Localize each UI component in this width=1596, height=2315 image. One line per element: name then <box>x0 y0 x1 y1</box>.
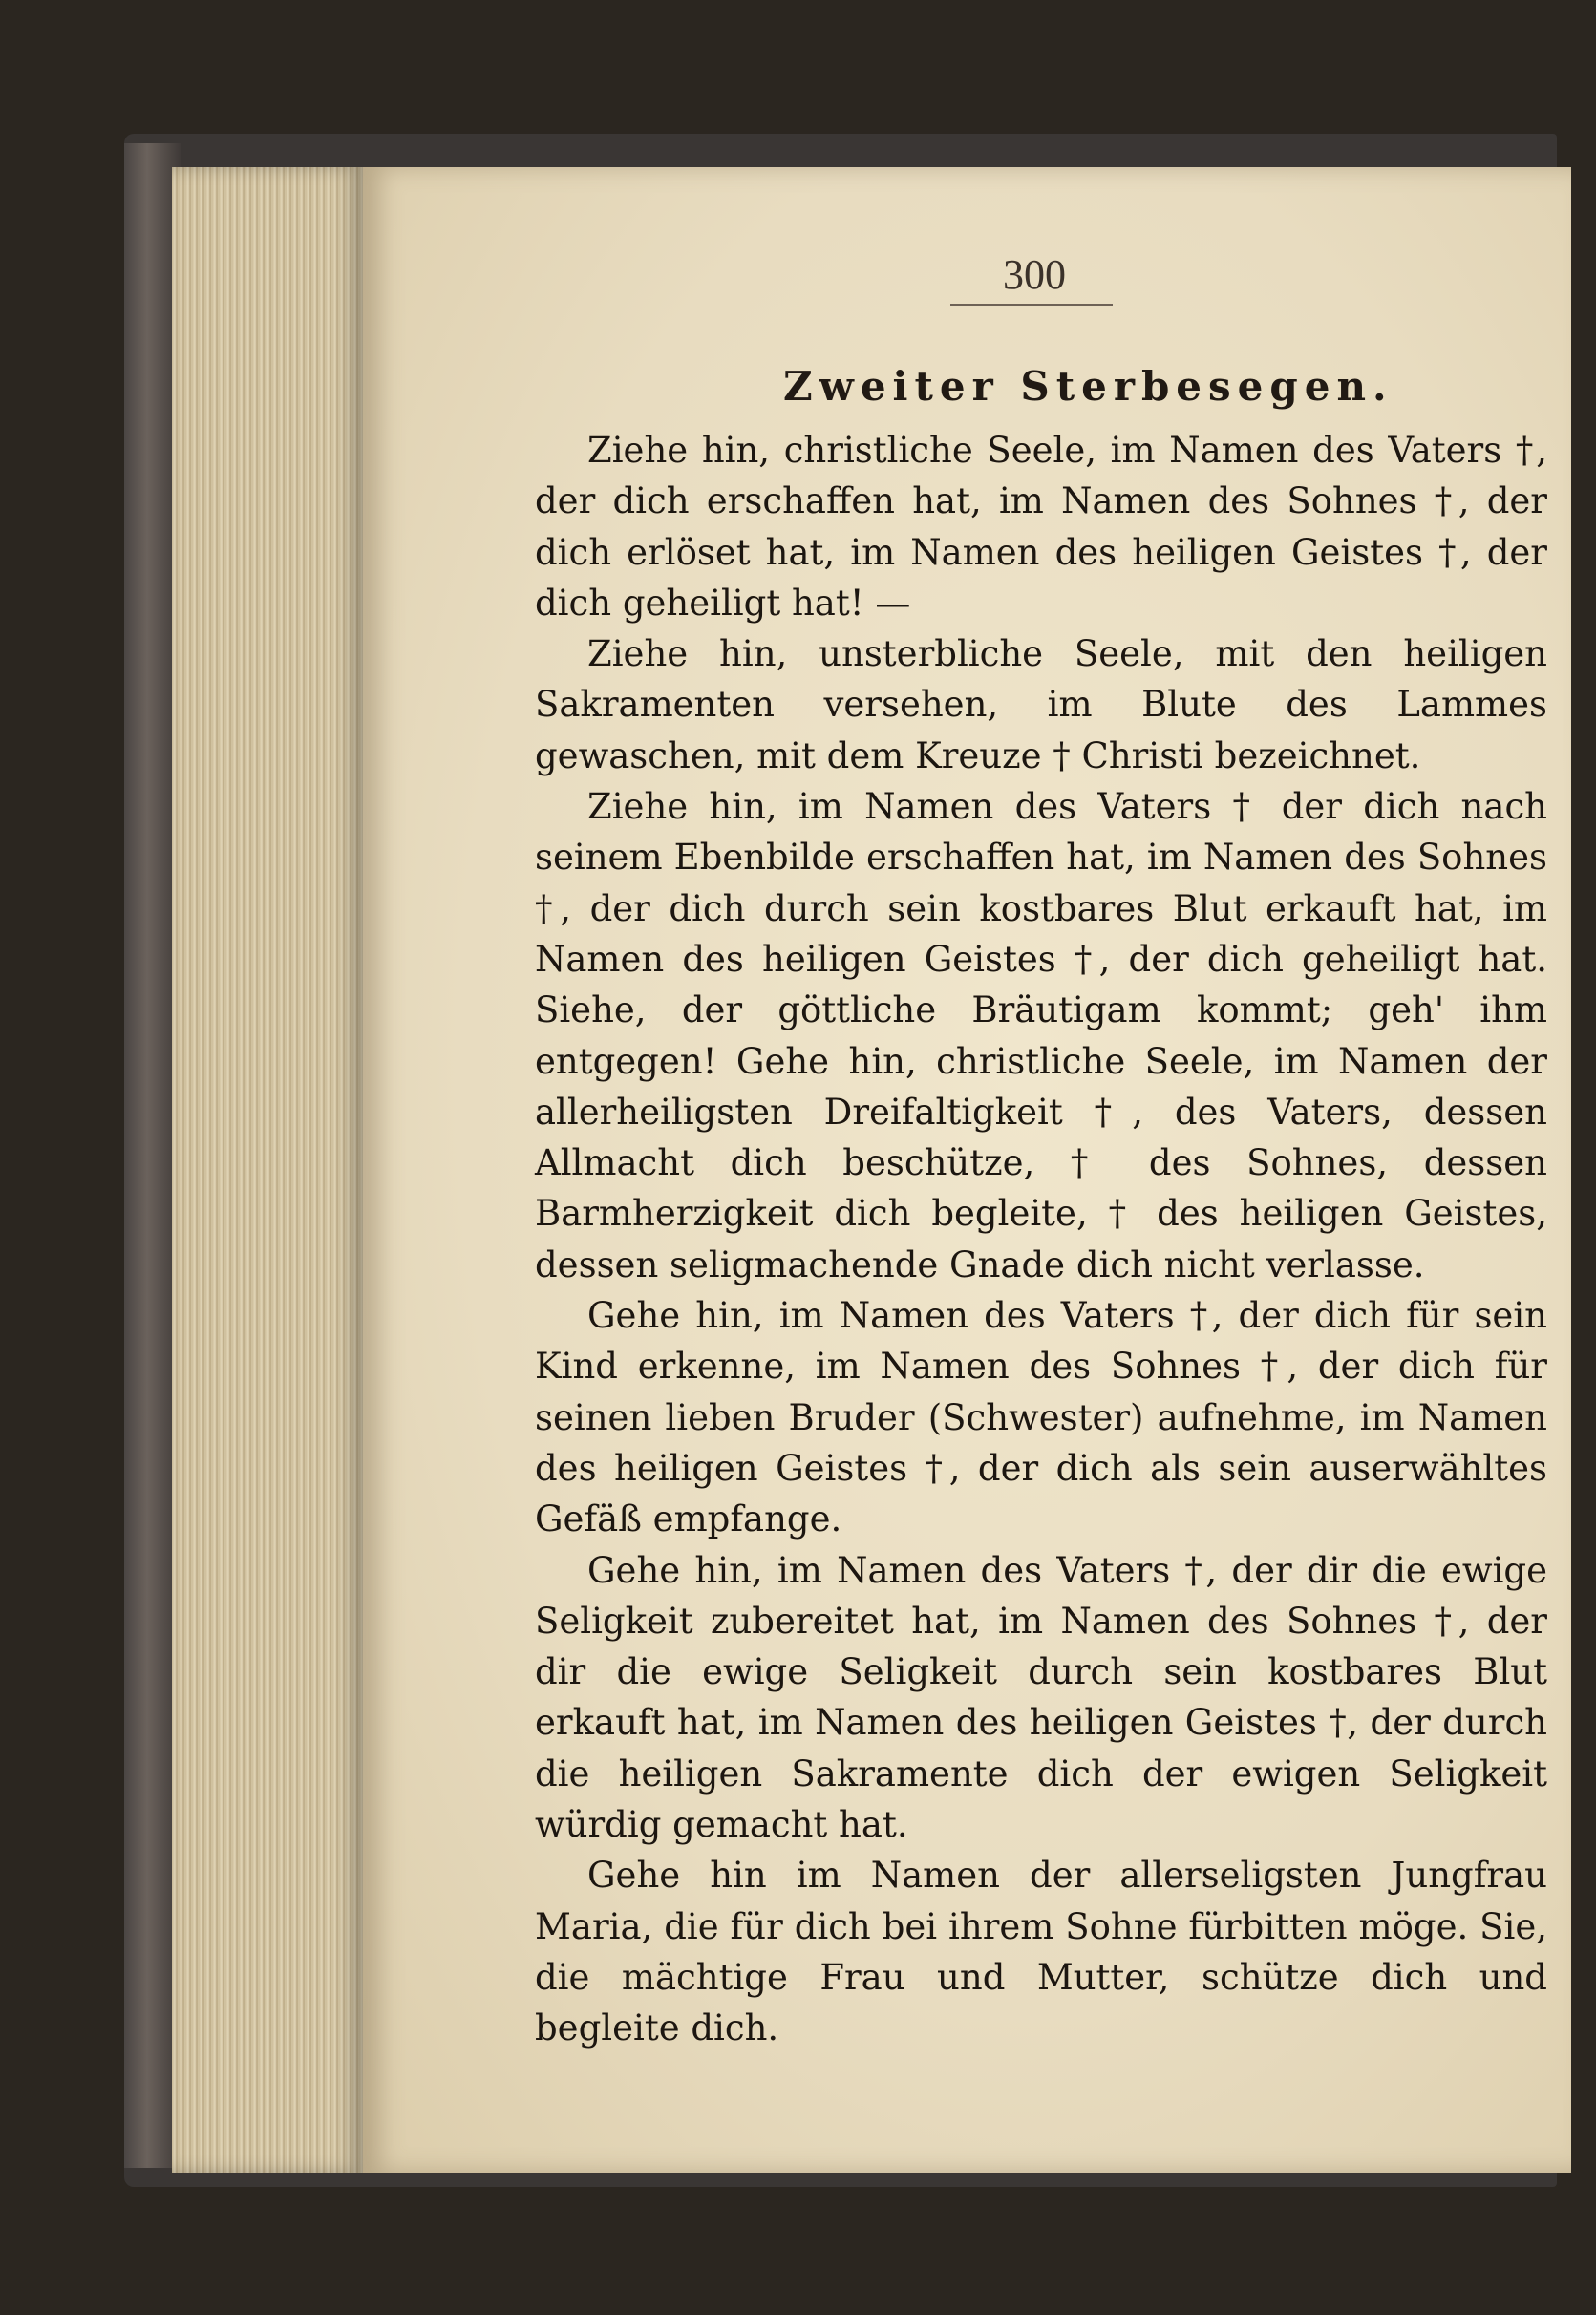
body-text <box>535 425 1547 2054</box>
paragraph: Ziehe hin, unsterbliche Seele, mit den heiligen Sakramenten versehen, im Blute des Lammes gewaschen, mit dem Kreuze † Christi bezeichnet. <box>535 633 1547 776</box>
page-edges <box>172 167 363 2173</box>
paragraph: Gehe hin im Namen der allerseligsten Jungfrau Maria, die für dich bei ihrem Sohne fürbitten möge. Sie, die mächtige Frau und Mutter, schütze dich und begleite dich. <box>535 1855 1547 2050</box>
paragraph: Ziehe hin, im Namen des Vaters † der dich nach seinem Ebenbilde erschaffen hat, im Namen des Sohnes †, der dich durch sein kostbares Blut erkauft hat, im Namen des heiligen Geistes †, der dich geheiligt hat. Siehe, der göttliche Bräutigam kommt; geh' ihm entgegen! Gehe hin, christliche Seele, im Namen der allerheiligsten Dreifaltigkeit †, des Vaters, dessen Allmacht dich beschütze, † des Sohnes, dessen Barmherzigkeit dich begleite, † des heiligen Geistes, dessen seligmachende Gnade dich nicht verlasse. <box>535 786 1547 1285</box>
paragraph: Ziehe hin, christliche Seele, im Namen des Vaters †, der dich erschaffen hat, im Namen des Sohnes †, der dich erlöset hat, im Namen des heiligen Geistes †, der dich geheiligt hat! — <box>535 430 1547 624</box>
paragraph: Gehe hin, im Namen des Vaters †, der dir die ewige Seligkeit zubereitet hat, im Namen des Sohnes †, der dir die ewige Seligkeit durch sein kostbares Blut erkauft hat, im Namen des heiligen Geistes †, der durch die heiligen Sakramente dich der ewigen Seligkeit würdig gemacht hat. <box>535 1549 1547 1846</box>
header-rule <box>950 304 1113 306</box>
section-title: Zweiter Sterbesegen. <box>783 363 1394 410</box>
paragraph: Gehe hin, im Namen des Vaters †, der dich für sein Kind erkenne, im Namen des Sohnes †, der dich für seinen lieben Bruder (Schwester) aufnehme, im Namen des heiligen Geistes †, der dich als sein auserwähltes Gefäß empfange. <box>535 1295 1547 1540</box>
page-number: 300 <box>1003 251 1066 298</box>
